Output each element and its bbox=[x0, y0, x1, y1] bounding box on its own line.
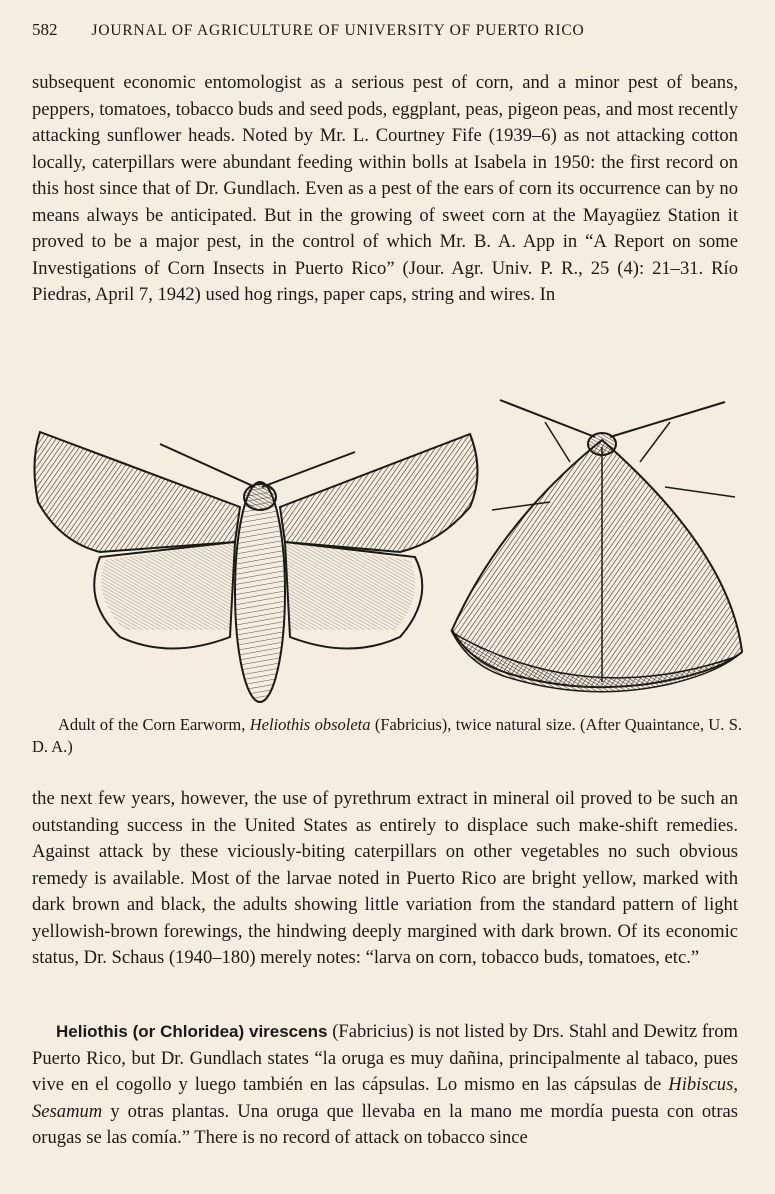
figure-caption bbox=[32, 714, 742, 758]
paragraph-3-text-2: y otras plantas. Una oruga que llevaba en la mano me mordía puesta con otras orugas se las comía.” There is no record of attack on tobacco since bbox=[32, 1100, 738, 1148]
paragraph-1: subsequent economic entomologist as a serious pest of corn, and a minor pest of beans, peppers, tomatoes, tobacco buds and seed pods, eggplant, peas, pigeon peas, and most recently attacking sunflower heads. Noted by Mr. L. Courtney Fife (1939–6) as not attacking cotton locally, caterpillars were abundant feeding within bolls at Isabela in 1950: the first record on this host since that of Dr. Gundlach. Even as a pest of the ears of corn its occurrence can by no means always be anticipated. But in the growing of sweet corn at the Mayagüez Station it proved to be a major pest, in the control of which Mr. B. A. App in “A Report on some Investigations of Corn Insects in Puerto Rico” (Jour. Agr. Univ. P. R., 25 (4): 21–31. Río Piedras, April 7, 1942) used hog rings, paper caps, string and wires. In bbox=[32, 72, 738, 305]
moth-spread-wings bbox=[34, 432, 477, 702]
caption-text-post: (Fabricius), twice natural size. (After Quaintance, U. S. D. A.) bbox=[32, 715, 742, 756]
caption-species: Heliothis obsoleta bbox=[249, 715, 371, 734]
paragraph-3 bbox=[32, 1019, 738, 1152]
page-number: 582 bbox=[32, 20, 58, 39]
species-name: Heliothis (or Chloridea) virescens bbox=[56, 1022, 328, 1041]
genus-hibiscus: Hibiscus bbox=[668, 1074, 734, 1095]
moth-resting bbox=[452, 400, 742, 692]
genus-sesamum: Sesamum bbox=[32, 1100, 103, 1122]
paragraph-3-text-1: (Fabricius) is not listed by Drs. Stahl and Dewitz from Puerto Rico, but Dr. Gundlach states “la oruga es muy dañina, principalmente al tabaco, pues vive en el cogollo y luego también en las cápsulas. Lo mismo en las cápsulas de bbox=[32, 1021, 738, 1095]
journal-title: JOURNAL OF AGRICULTURE OF UNIVERSITY OF PUERTO RICO bbox=[91, 22, 585, 39]
moth-illustration bbox=[30, 392, 745, 704]
genus-separator: , bbox=[733, 1074, 738, 1095]
running-header bbox=[32, 20, 742, 40]
paragraph-2: the next few years, however, the use of pyrethrum extract in mineral oil proved to be such an outstanding success in the United States as entirely to displace such make-shift remedies. Against attack by these viciously-biting caterpillars on other vegetables no such obvious remedy is available. Most of the larvae noted in Puerto Rico are bright yellow, marked with dark brown and black, the adults showing little variation from the standard pattern of light yellowish-brown forewings, the hindwing deeply margined with dark brown. Of its economic status, Dr. Schaus (1940–180) merely notes: “larva on corn, tobacco buds, tomatoes, etc.” bbox=[32, 788, 738, 968]
caption-text-pre: Adult of the Corn Earworm, bbox=[58, 715, 250, 734]
